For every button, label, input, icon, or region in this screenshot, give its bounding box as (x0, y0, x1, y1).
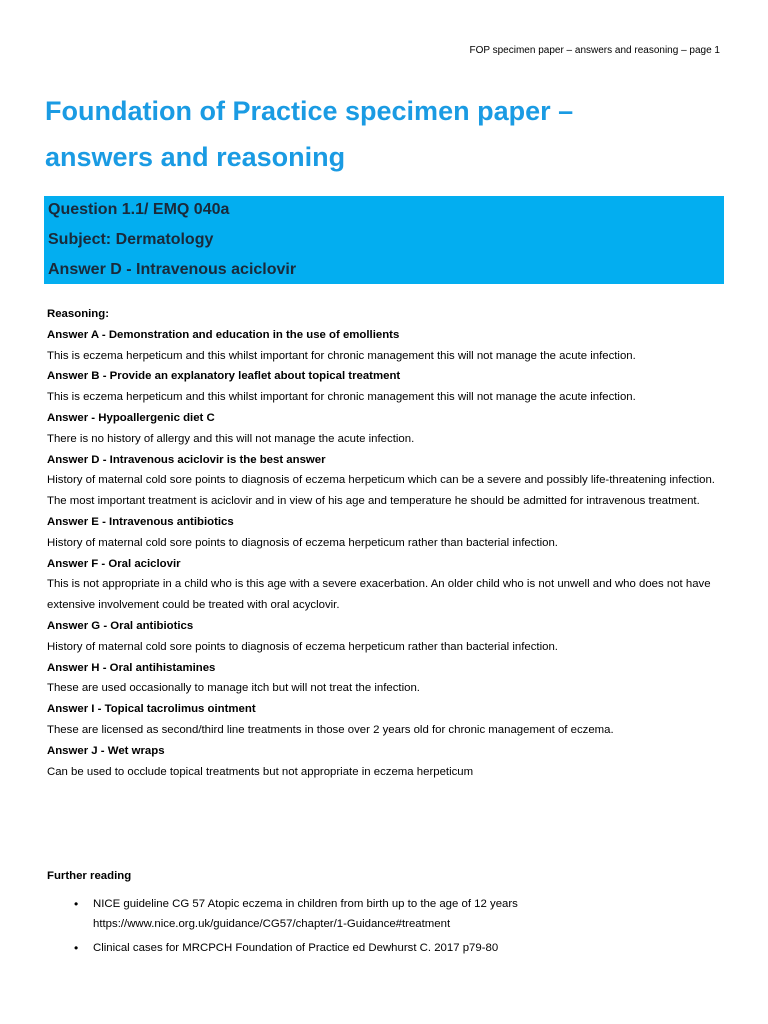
answer-heading: Answer B - Provide an explanatory leaflet about topical treatment (47, 370, 401, 383)
answer-heading: Answer G - Oral antibiotics (47, 619, 194, 632)
correct-answer: Answer D - Intravenous aciclovir (48, 261, 297, 278)
question-banner (44, 196, 724, 284)
answer-explanation: These are used occasionally to manage itch but will not treat the infection. (47, 682, 420, 695)
answer-explanation: History of maternal cold sore points to diagnosis of eczema herpeticum rather than bacterial infection. (47, 536, 558, 549)
answer-heading: Answer - Hypoallergenic diet C (47, 411, 215, 424)
answer-explanation: This is eczema herpeticum and this whilst important for chronic management this will not manage the acute infection. (47, 391, 636, 404)
answer-explanation: These are licensed as second/third line treatments in those over 2 years old for chronic management of eczema. (47, 723, 614, 736)
answer-heading: Answer H - Oral antihistamines (47, 661, 216, 674)
question-id: Question 1.1/ EMQ 040a (48, 201, 230, 218)
reference-title: Clinical cases for MRCPCH Foundation of Practice ed Dewhurst C. 2017 p79-80 (93, 942, 499, 954)
answer-explanation: There is no history of allergy and this will not manage the acute infection. (47, 432, 415, 445)
answer-explanation: This is not appropriate in a child who is this age with a severe exacerbation. An older child who is not unwell and who does not have extensive involvement could be treated with oral acyclovir. (47, 578, 711, 612)
answer-heading: Answer E - Intravenous antibiotics (47, 515, 234, 528)
running-header: FOP specimen paper – answers and reasoning – page 1 (469, 45, 720, 56)
title-line-2: answers and reasoning (45, 142, 346, 172)
page-title (45, 88, 735, 180)
reasoning-section (47, 304, 737, 782)
answer-explanation: Can be used to occlude topical treatments but not appropriate in eczema herpeticum (47, 765, 474, 778)
reasoning-heading: Reasoning: (47, 308, 110, 320)
answer-heading: Answer J - Wet wraps (47, 744, 165, 757)
list-item (47, 938, 737, 958)
answer-heading: Answer F - Oral aciclovir (47, 557, 181, 570)
further-reading-list (47, 894, 737, 958)
reference-link[interactable]: https://www.nice.org.uk/guidance/CG57/chapter/1-Guidance#treatment (93, 918, 451, 930)
further-reading-section (47, 866, 737, 962)
title-line-1: Foundation of Practice specimen paper – (45, 96, 574, 126)
bullet-icon: • (74, 941, 79, 955)
answer-explanation: This is eczema herpeticum and this whilst important for chronic management this will not manage the acute infection. (47, 349, 636, 362)
answer-heading: Answer D - Intravenous aciclovir is the best answer (47, 453, 326, 466)
bullet-icon: • (74, 897, 79, 911)
further-reading-heading: Further reading (47, 870, 132, 882)
answer-heading: Answer I - Topical tacrolimus ointment (47, 703, 256, 716)
answer-explanation: History of maternal cold sore points to diagnosis of eczema herpeticum which can be a severe and possibly life-threatening infection. The most important treatment is aciclovir and in view of his age and temperature he should be admitted for intravenous treatment. (47, 474, 715, 508)
list-item (47, 894, 737, 934)
subject-label: Subject: Dermatology (48, 231, 214, 248)
answer-heading: Answer A - Demonstration and education in the use of emollients (47, 328, 400, 341)
answer-explanation: History of maternal cold sore points to diagnosis of eczema herpeticum rather than bacterial infection. (47, 640, 558, 653)
reference-title: NICE guideline CG 57 Atopic eczema in children from birth up to the age of 12 years (93, 898, 518, 910)
